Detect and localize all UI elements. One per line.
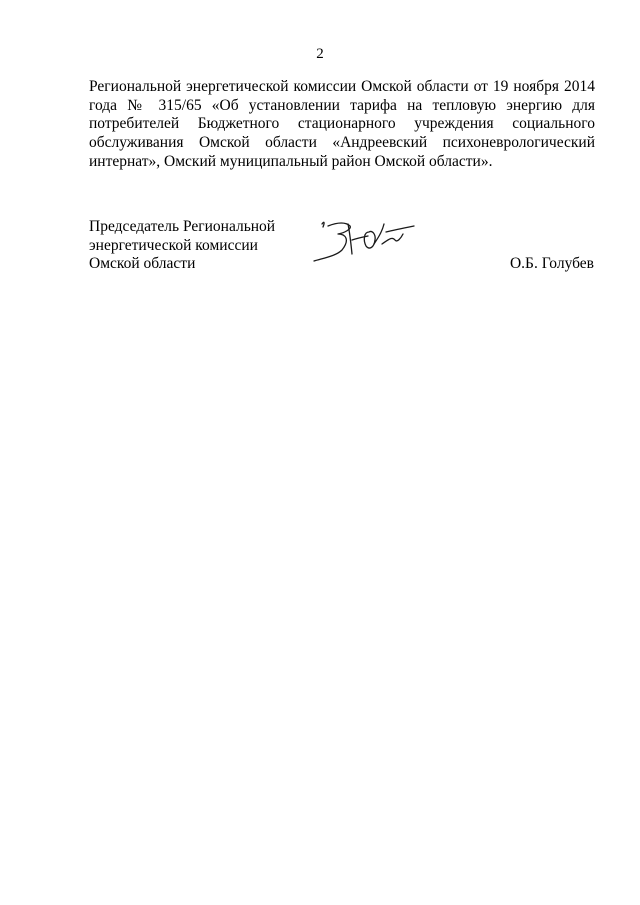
body-line: Региональной энергетической комиссии Омской области от 19 ноября 2014: [89, 78, 595, 95]
body-line: интернат», Омский муниципальный район Омской области».: [89, 152, 493, 170]
signer-title: [89, 218, 329, 274]
signer-name: О.Б. Голубев: [509, 255, 594, 272]
signer-title-line: Председатель Региональной: [89, 218, 276, 235]
page-number: 2: [316, 46, 324, 62]
body-line: года № 315/65 «Об установлении тарифа на тепловую энергию для: [89, 96, 595, 114]
body-line: потребителей Бюджетного стационарного учреждения социального: [89, 115, 595, 133]
body-line: обслуживания Омской области «Андреевский психоневрологический: [89, 134, 595, 152]
signer-title-line: энергетической комиссии: [89, 236, 258, 254]
handwritten-signature: [308, 210, 420, 266]
body-paragraph: [89, 78, 595, 172]
signer-title-line: Омской области: [89, 255, 196, 273]
